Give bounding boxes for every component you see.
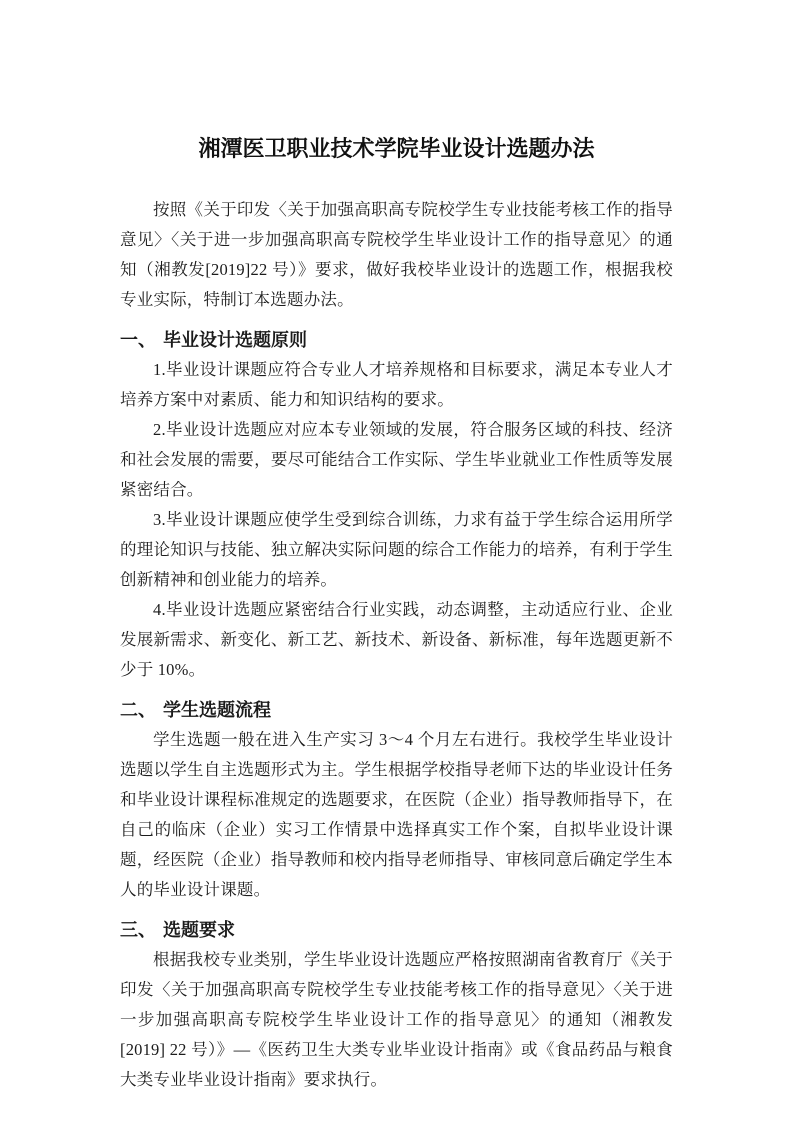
section-1-item-3: 3.毕业设计课题应使学生受到综合训练，力求有益于学生综合运用所学的理论知识与技能、独立解决实际问题的综合工作能力的培养，有利于学生创新精神和创业能力的培养。	[120, 510, 673, 589]
section-3-number: 三、	[120, 920, 156, 940]
intro-paragraph: 按照《关于印发〈关于加强高职高专院校学生专业技能考核工作的指导意见〉〈关于进一步加强高职高专院校学生毕业设计工作的指导意见〉的通知（湘教发[2019]22 号）》要求，做好我校毕业设计的选题工作，根据我校专业实际，特制订本选题办法。	[120, 200, 673, 309]
section-2-number: 二、	[120, 700, 156, 720]
section-1-heading	[120, 325, 673, 355]
section-3-heading	[120, 915, 673, 945]
section-1-title: 毕业设计选题原则	[163, 330, 307, 350]
section-3-paragraph: 根据我校专业类别，学生毕业设计选题应严格按照湖南省教育厅《关于印发〈关于加强高职高专院校学生专业技能考核工作的指导意见〉〈关于进一步加强高职高专院校学生毕业设计工作的指导意见〉的通知（湘教发[2019] 22 号）》—《医药卫生大类专业毕业设计指南》或《食品药品与粮食大类专业毕业设计指南》要求执行。	[120, 950, 673, 1089]
section-2-paragraph: 学生选题一般在进入生产实习 3～4 个月左右进行。我校学生毕业设计选题以学生自主选题形式为主。学生根据学校指导老师下达的毕业设计任务和毕业设计课程标准规定的选题要求，在医院（企业）指导教师指导下，在自己的临床（企业）实习工作情景中选择真实工作个案，自拟毕业设计课题，经医院（企业）指导教师和校内指导老师指导、审核同意后确定学生本人的毕业设计课题。	[120, 730, 673, 899]
section-1-item-4: 4.毕业设计选题应紧密结合行业实践，动态调整，主动适应行业、企业发展新需求、新变化、新工艺、新技术、新设备、新标准，每年选题更新不少于 10%。	[120, 600, 673, 679]
section-2-heading	[120, 695, 673, 725]
document-title: 湘潭医卫职业技术学院毕业设计选题办法	[198, 136, 595, 161]
section-1-number: 一、	[120, 330, 156, 350]
section-1-item-2: 2.毕业设计选题应对应本专业领域的发展，符合服务区域的科技、经济和社会发展的需要，要尽可能结合工作实际、学生毕业就业工作性质等发展紧密结合。	[120, 420, 673, 499]
section-3-title: 选题要求	[163, 920, 235, 940]
section-1-item-1: 1.毕业设计课题应符合专业人才培养规格和目标要求，满足本专业人才培养方案中对素质、能力和知识结构的要求。	[120, 360, 673, 409]
section-2-title: 学生选题流程	[163, 700, 271, 720]
